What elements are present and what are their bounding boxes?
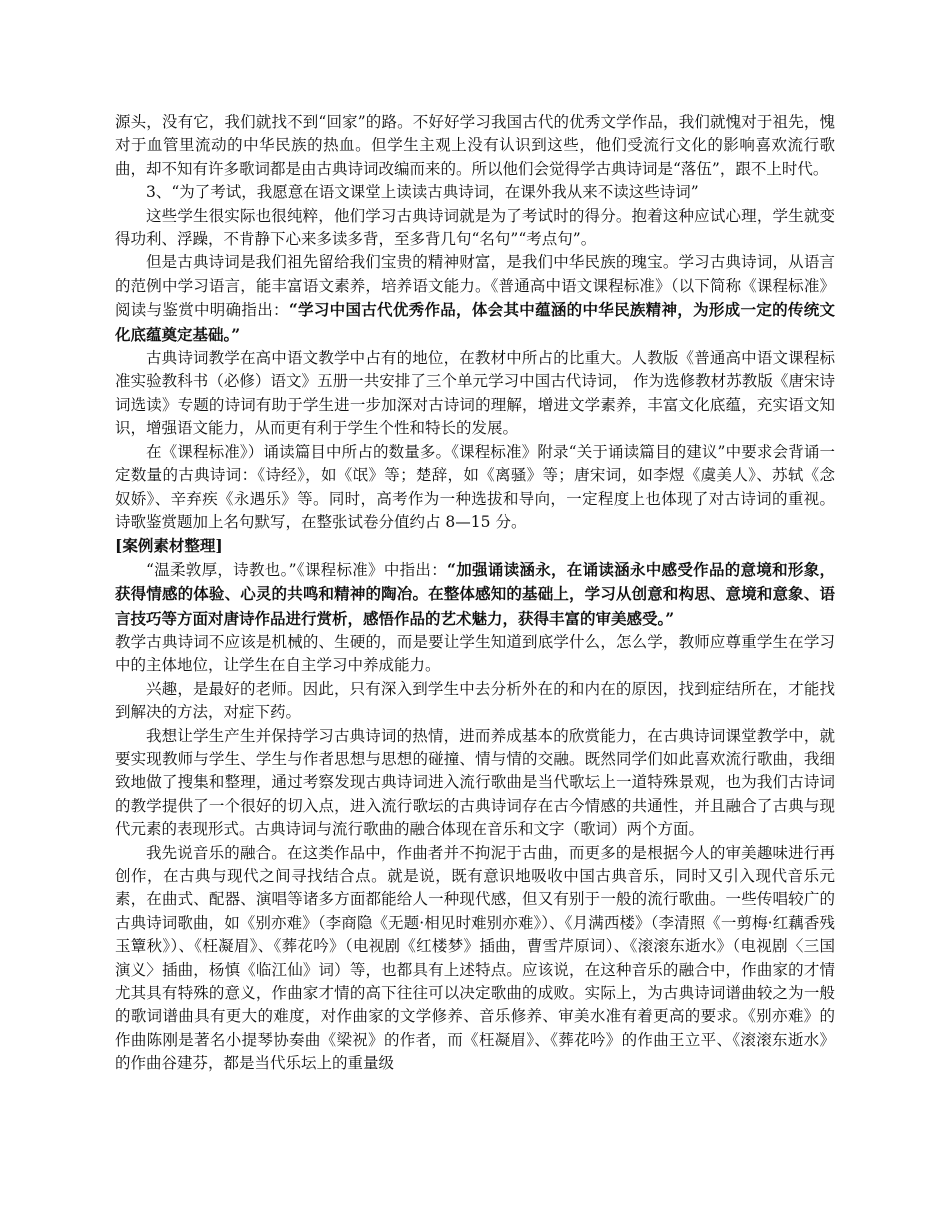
text-run: 在《课程标准》）诵读篇目中所占的数量多。《课程标准》附录“关于诵读篇目的建议”中要求会背诵一定数量的古典诗词：《诗经》，如《氓》等；楚辞，如《离骚》等；唐宋词，如李煜《虞美人》、苏轼《念奴娇》、辛弃疾《永遇乐》等。同时，高考作为一种选拔和导向，一定程度上也体现了对古诗词的重视。诗歌鉴赏题加上名句默写，在整张试卷分值约占 8—15 分。 <box>115 442 835 531</box>
text-run: 我先说音乐的融合。在这类作品中，作曲者并不拘泥于古曲，而更多的是根据今人的审美趣味进行再创作，在古典与现代之间寻找结合点。就是说，既有意识地吸收中国古典音乐，同时又引入现代音乐元素，在曲式、配器、演唱等诸多方面都能给人一种现代感，但又有别于一般的流行歌曲。一些传唱较广的古典诗词歌曲，如《别亦难》（李商隐《无题·相见时难别亦难》）、《月满西楼》（李清照《一剪梅·红藕香残玉簟秋》）、《枉凝眉》、《葬花吟》（电视剧《红楼梦》插曲，曹雪芹原词）、《滚滚东逝水》（电视剧〈三国演义〉插曲，杨慎《临江仙》词）等，也都具有上述特点。应该说，在这种音乐的融合中，作曲家的才情尤其具有特殊的意义，作曲家才情的高下往往可以决定歌曲的成败。实际上，为古典诗词谱曲较之为一般的歌词谱曲具有更大的难度，对作曲家的文学修养、音乐修养、审美水准有着更高的要求。《别亦难》的作曲陈刚是著名小提琴协奏曲《梁祝》的作者，而《枉凝眉》、《葬花吟》的作曲王立平、《滚滚东逝水》的作曲谷建芬，都是当代乐坛上的重量级 <box>115 843 835 1073</box>
bold-quote: “学习中国古代优秀作品，体会其中蕴涵的中华民族精神，为形成一定的传统文化底蕴奠定基础。” <box>115 300 835 344</box>
document-page <box>115 111 835 1076</box>
paragraph <box>115 441 835 535</box>
paragraph <box>115 205 835 252</box>
text-run: 源头，没有它，我们就找不到“回家”的路。不好好学习我国古代的优秀文学作品，我们就愧对于祖先，愧对于血管里流动的中华民族的热血。但学生主观上没有认识到这些，他们受流行文化的影响喜欢流行歌曲，却不知有许多歌词都是由古典诗词改编而来的。所以他们会觉得学古典诗词是“落伍”，跟不上时代。 <box>115 113 835 178</box>
text-run: 我想让学生产生并保持学习古典诗词的热情，进而养成基本的欣赏能力，在古典诗词课堂教学中，就要实现教师与学生、学生与作者思想与思想的碰撞、情与情的交融。既然同学们如此喜欢流行歌曲，我细致地做了搜集和整理，通过考察发现古典诗词进入流行歌曲是当代歌坛上一道特殊景观，也为我们古诗词的教学提供了一个很好的切入点，进入流行歌坛的古典诗词存在古今情感的共通性，并且融合了古典与现代元素的表现形式。古典诗词与流行歌曲的融合体现在音乐和文字（歌词）两个方面。 <box>115 726 835 839</box>
text-run: 但是古典诗词是我们祖先留给我们宝贵的精神财富，是我们中华民族的瑰宝。学习古典诗词，从语言的范例中学习语言，能丰富语文素养，培养语文能力。《普通高中语文课程标准》（以下简称《课程标准》阅读与鉴赏中明确指出： <box>115 253 835 320</box>
text-run: [案例素材整理] <box>115 536 223 556</box>
text-run: “温柔敦厚，诗教也。”《课程标准》中指出： <box>146 560 448 579</box>
text-run: 教学古典诗词不应该是机械的、生硬的，而是要让学生知道到底学什么，怎么学，教师应尊重学生在学习中的主体地位，让学生在自主学习中养成能力。 <box>115 632 835 675</box>
paragraph <box>115 631 835 678</box>
paragraph <box>115 111 835 181</box>
paragraph <box>115 251 835 347</box>
text-run: 兴趣，是最好的老师。因此，只有深入到学生中去分析外在的和内在的原因，找到症结所在，才能找到解决的方法，对症下药。 <box>115 679 835 722</box>
paragraph <box>115 558 835 631</box>
text-run: 3、“为了考试，我愿意在语文课堂上读读古典诗词，在课外我从来不读这些诗词” <box>146 183 699 202</box>
paragraph <box>115 347 835 441</box>
paragraph <box>115 725 835 842</box>
section-heading <box>115 534 835 557</box>
paragraph <box>115 842 835 1076</box>
text-run: 古典诗词教学在高中语文教学中占有的地位，在教材中所占的比重大。人教版《普通高中语文课程标准实验教科书（必修）语文》五册一共安排了三个单元学习中国古代诗词， 作为选修教材苏教版《唐宋诗词选读》专题的诗词有助于学生进一步加深对古诗词的理解，增进文学素养，丰富文化底蕴，充实语文知识，增强语文能力，从而更有利于学生个性和特长的发展。 <box>115 349 835 438</box>
bold-quote: “加强诵读涵永，在诵读涵永中感受作品的意境和形象，获得情感的体验、心灵的共鸣和精神的陶冶。在整体感知的基础上，学习从创意和构思、意境和意象、语言技巧等方面对唐诗作品进行赏析，感悟作品的艺术魅力，获得丰富的审美感受。” <box>115 559 835 628</box>
paragraph <box>115 181 835 204</box>
paragraph <box>115 678 835 725</box>
text-run: 这些学生很实际也很纯粹，他们学习古典诗词就是为了考试时的得分。抱着这种应试心理，学生就变得功利、浮躁，不肯静下心来多读多背，至多背几句“名句”“考点句”。 <box>115 206 835 249</box>
